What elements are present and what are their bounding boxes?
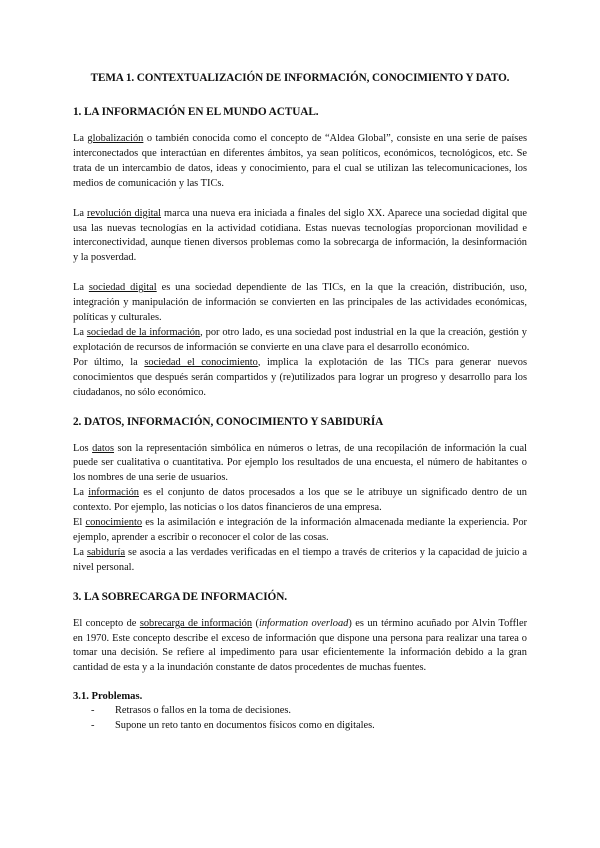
paragraph-sociedad-informacion: La sociedad de la información, por otro lado, es una sociedad post industrial en la que la creación, gestión y explotación de recursos de información se convierte en una clave para el desarrollo económico.: [73, 326, 528, 353]
subsection-3-1-heading: 3.1. Problemas.: [73, 691, 143, 703]
section-3-heading: 3. LA SOBRECARGA DE INFORMACIÓN.: [73, 590, 287, 603]
term-information-overload: information overload: [258, 617, 349, 629]
paragraph-globalizacion: La globalización o también conocida como el concepto de “Aldea Global”, consiste en una serie de países interconectados que interactúan en diferentes ámbitos, ya sean políticos, económicos, tecnológicos, etc. Se trata de un intercambio de datos, ideas y conocimiento, para el cual se utilizan las telecomunicaciones, los medios de comunicación y las TICs.: [73, 133, 527, 189]
term-sociedad-conocimiento: sociedad el conocimiento: [144, 356, 258, 368]
term-conocimiento: conocimiento: [85, 517, 143, 529]
paragraph-sociedad-digital: La sociedad digital es una sociedad dependiente de las TICs, en la que la creación, distribución, uso, integración y manipulación de información se convierten en las principales de las actividades económicas, políticas y culturales.: [73, 282, 527, 324]
term-globalizacion: globalización: [87, 133, 144, 144]
paragraph-datos: Los datos son la representación simbólica en números o letras, de una recopilación de información la cual puede ser cualitativa o cuantitativa. Por ejemplo los resultados de una encuesta, el número de habitantes o los nombres de una serie de usuarios.: [73, 442, 527, 484]
term-datos: datos: [92, 442, 115, 454]
paragraph-conocimiento: El conocimiento es la asimilación e integración de la información almacenada mediante la experiencia. Por ejemplo, aprender a escribir o reconocer el color de las cosas.: [73, 517, 527, 543]
list-item: - Supone un reto tanto en documentos físicos como en digitales.: [91, 719, 527, 734]
paragraph-sabiduria: La sabiduría se asocia a las verdades verificadas en el tiempo a través de criterios y la capacidad de juicio a nivel personal.: [73, 546, 528, 573]
paragraph-sociedad-conocimiento: Por último, la sociedad el conocimiento, implica la explotación de las TICs para generar nuevos conocimientos que después serán compartidos y (re)utilizados para lograr un progreso y desarrollo para los ciudadanos, no sólo económico.: [73, 356, 528, 398]
term-revolucion-digital: revolución digital: [87, 207, 162, 219]
paragraph-informacion: La información es el conjunto de datos procesados a los que se le atribuye un significado dentro de un contexto. Por ejemplo, las noticias o los datos financieros de una empresa.: [73, 487, 527, 514]
document-title: TEMA 1. CONTEXTUALIZACIÓN DE INFORMACIÓN, CONOCIMIENTO Y DATO.: [90, 72, 510, 84]
problems-list: [73, 704, 527, 734]
section-2-heading: 2. DATOS, INFORMACIÓN, CONOCIMIENTO Y SABIDURÍA: [73, 415, 384, 428]
term-sociedad-informacion: sociedad de la información: [86, 326, 201, 338]
section-1-heading: 1. LA INFORMACIÓN EN EL MUNDO ACTUAL.: [73, 106, 319, 118]
paragraph-sobrecarga: El concepto de sobrecarga de información (information overload) es un término acuñado por Alvin Toffler en 1970. Este concepto describe el exceso de información que dispone una persona para realizar una tarea o tomar una decisión. Se refiere al impedimento para usar eficientemente la información debido a la gran cantidad de esta y a la inundación constante de datos procedentes de muchas fuentes.: [73, 617, 528, 674]
paragraph-revolucion-digital: La revolución digital marca una nueva era iniciada a finales del siglo XX. Aparece una sociedad digital que usa las nuevas tecnologías en la actividad cotidiana. Estas nuevas tecnologías proporcionan movilidad e interconectividad, aunque tienen diversos problemas como la sobrecarga de información, la desinformación y la posverdad.: [73, 207, 527, 264]
list-item: - Retrasos o fallos en la toma de decisiones.: [91, 704, 527, 719]
term-sociedad-digital: sociedad digital: [88, 282, 157, 294]
term-sobrecarga: sobrecarga de información: [139, 617, 253, 629]
term-informacion: información: [88, 487, 139, 499]
term-sabiduria: sabiduría: [86, 546, 126, 558]
